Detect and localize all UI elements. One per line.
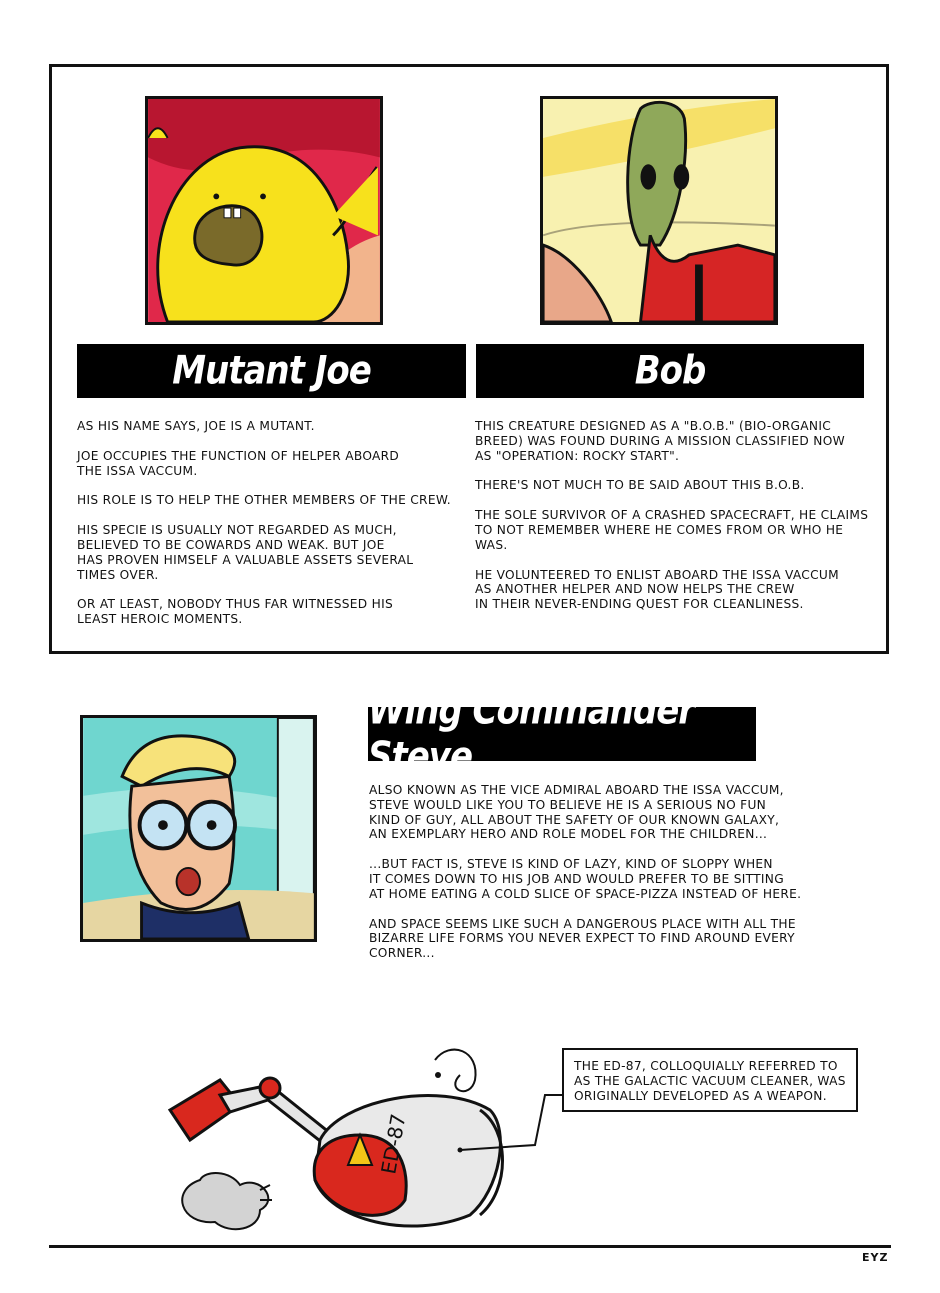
bio-paragraph: THERE'S NOT MUCH TO BE SAID ABOUT THIS B.O.B.	[475, 478, 805, 493]
bio-paragraph: HIS SPECIE IS USUALLY NOT REGARDED AS MUCH, BELIEVED TO BE COWARDS AND WEAK. BUT JOE HAS PROVEN HIMSELF A VALUABLE ASSETS SEVERAL TIMES OVER.	[77, 523, 414, 582]
steve-name-banner	[368, 688, 756, 780]
bio-paragraph: HE VOLUNTEERED TO ENLIST ABOARD THE ISSA VACCUM AS ANOTHER HELPER AND NOW HELPS THE CREW IN THEIR NEVER-ENDING QUEST FOR CLEANLINESS.	[475, 567, 839, 612]
bob-name: Bob	[634, 348, 706, 394]
callout-pointer	[455, 1090, 570, 1160]
joe-bio	[77, 419, 467, 642]
artist-signature: EYZ	[862, 1251, 889, 1264]
bob-portrait	[540, 96, 778, 325]
steve-illustration	[83, 718, 314, 939]
bob-name-banner	[476, 344, 864, 398]
joe-portrait	[145, 96, 383, 325]
joe-name: Mutant Joe	[172, 348, 371, 394]
bio-paragraph: AS HIS NAME SAYS, JOE IS A MUTANT.	[77, 419, 315, 433]
steve-name: Wing Commander Steve	[368, 688, 695, 780]
vacuum-label: ED-87	[376, 1111, 411, 1176]
bio-paragraph: OR AT LEAST, NOBODY THUS FAR WITNESSED HIS LEAST HEROIC MOMENTS.	[77, 597, 394, 627]
footer-rule	[49, 1245, 891, 1248]
bio-paragraph: AND SPACE SEEMS LIKE SUCH A DANGEROUS PLACE WITH ALL THE BIZARRE LIFE FORMS YOU NEVER EXPECT TO FIND AROUND EVERY CORNER...	[369, 916, 796, 961]
bio-paragraph: THIS CREATURE DESIGNED AS A "B.O.B." (BIO-ORGANIC BREED) WAS FOUND DURING A MISSION CLASSIFIED NOW AS "OPERATION: ROCKY START".	[475, 419, 845, 463]
bio-paragraph: THE SOLE SURVIVOR OF A CRASHED SPACECRAFT, HE CLAIMS TO NOT REMEMBER WHERE HE COMES FROM OR WHO HE WAS.	[475, 508, 869, 552]
bob-bio	[475, 419, 880, 627]
bob-illustration	[543, 99, 775, 322]
steve-portrait	[80, 715, 317, 942]
bio-paragraph: HIS ROLE IS TO HELP THE OTHER MEMBERS OF THE CREW.	[77, 493, 451, 508]
bio-paragraph: ...BUT FACT IS, STEVE IS KIND OF LAZY, KIND OF SLOPPY WHEN IT COMES DOWN TO HIS JOB AND WOULD PREFER TO BE SITTING AT HOME EATING A COLD SLICE OF SPACE-PIZZA INSTEAD OF HERE.	[369, 857, 802, 901]
joe-name-banner	[77, 344, 466, 398]
vacuum-callout: THE ED-87, COLLOQUIALLY REFERRED TO AS THE GALACTIC VACUUM CLEANER, WAS ORIGINALLY DEVELOPED AS A WEAPON.	[562, 1048, 858, 1112]
joe-illustration	[148, 99, 380, 322]
steve-bio	[369, 783, 839, 976]
bio-paragraph: JOE OCCUPIES THE FUNCTION OF HELPER ABOARD THE ISSA VACCUM.	[77, 448, 400, 478]
bio-paragraph: ALSO KNOWN AS THE VICE ADMIRAL ABOARD THE ISSA VACCUM, STEVE WOULD LIKE YOU TO BELIEVE HE IS A SERIOUS NO FUN KIND OF GUY, ALL ABOUT THE SAFETY OF OUR KNOWN GALAXY, AN EXEMPLARY HERO AND ROLE MODEL FOR THE CHILDREN...	[369, 783, 784, 842]
